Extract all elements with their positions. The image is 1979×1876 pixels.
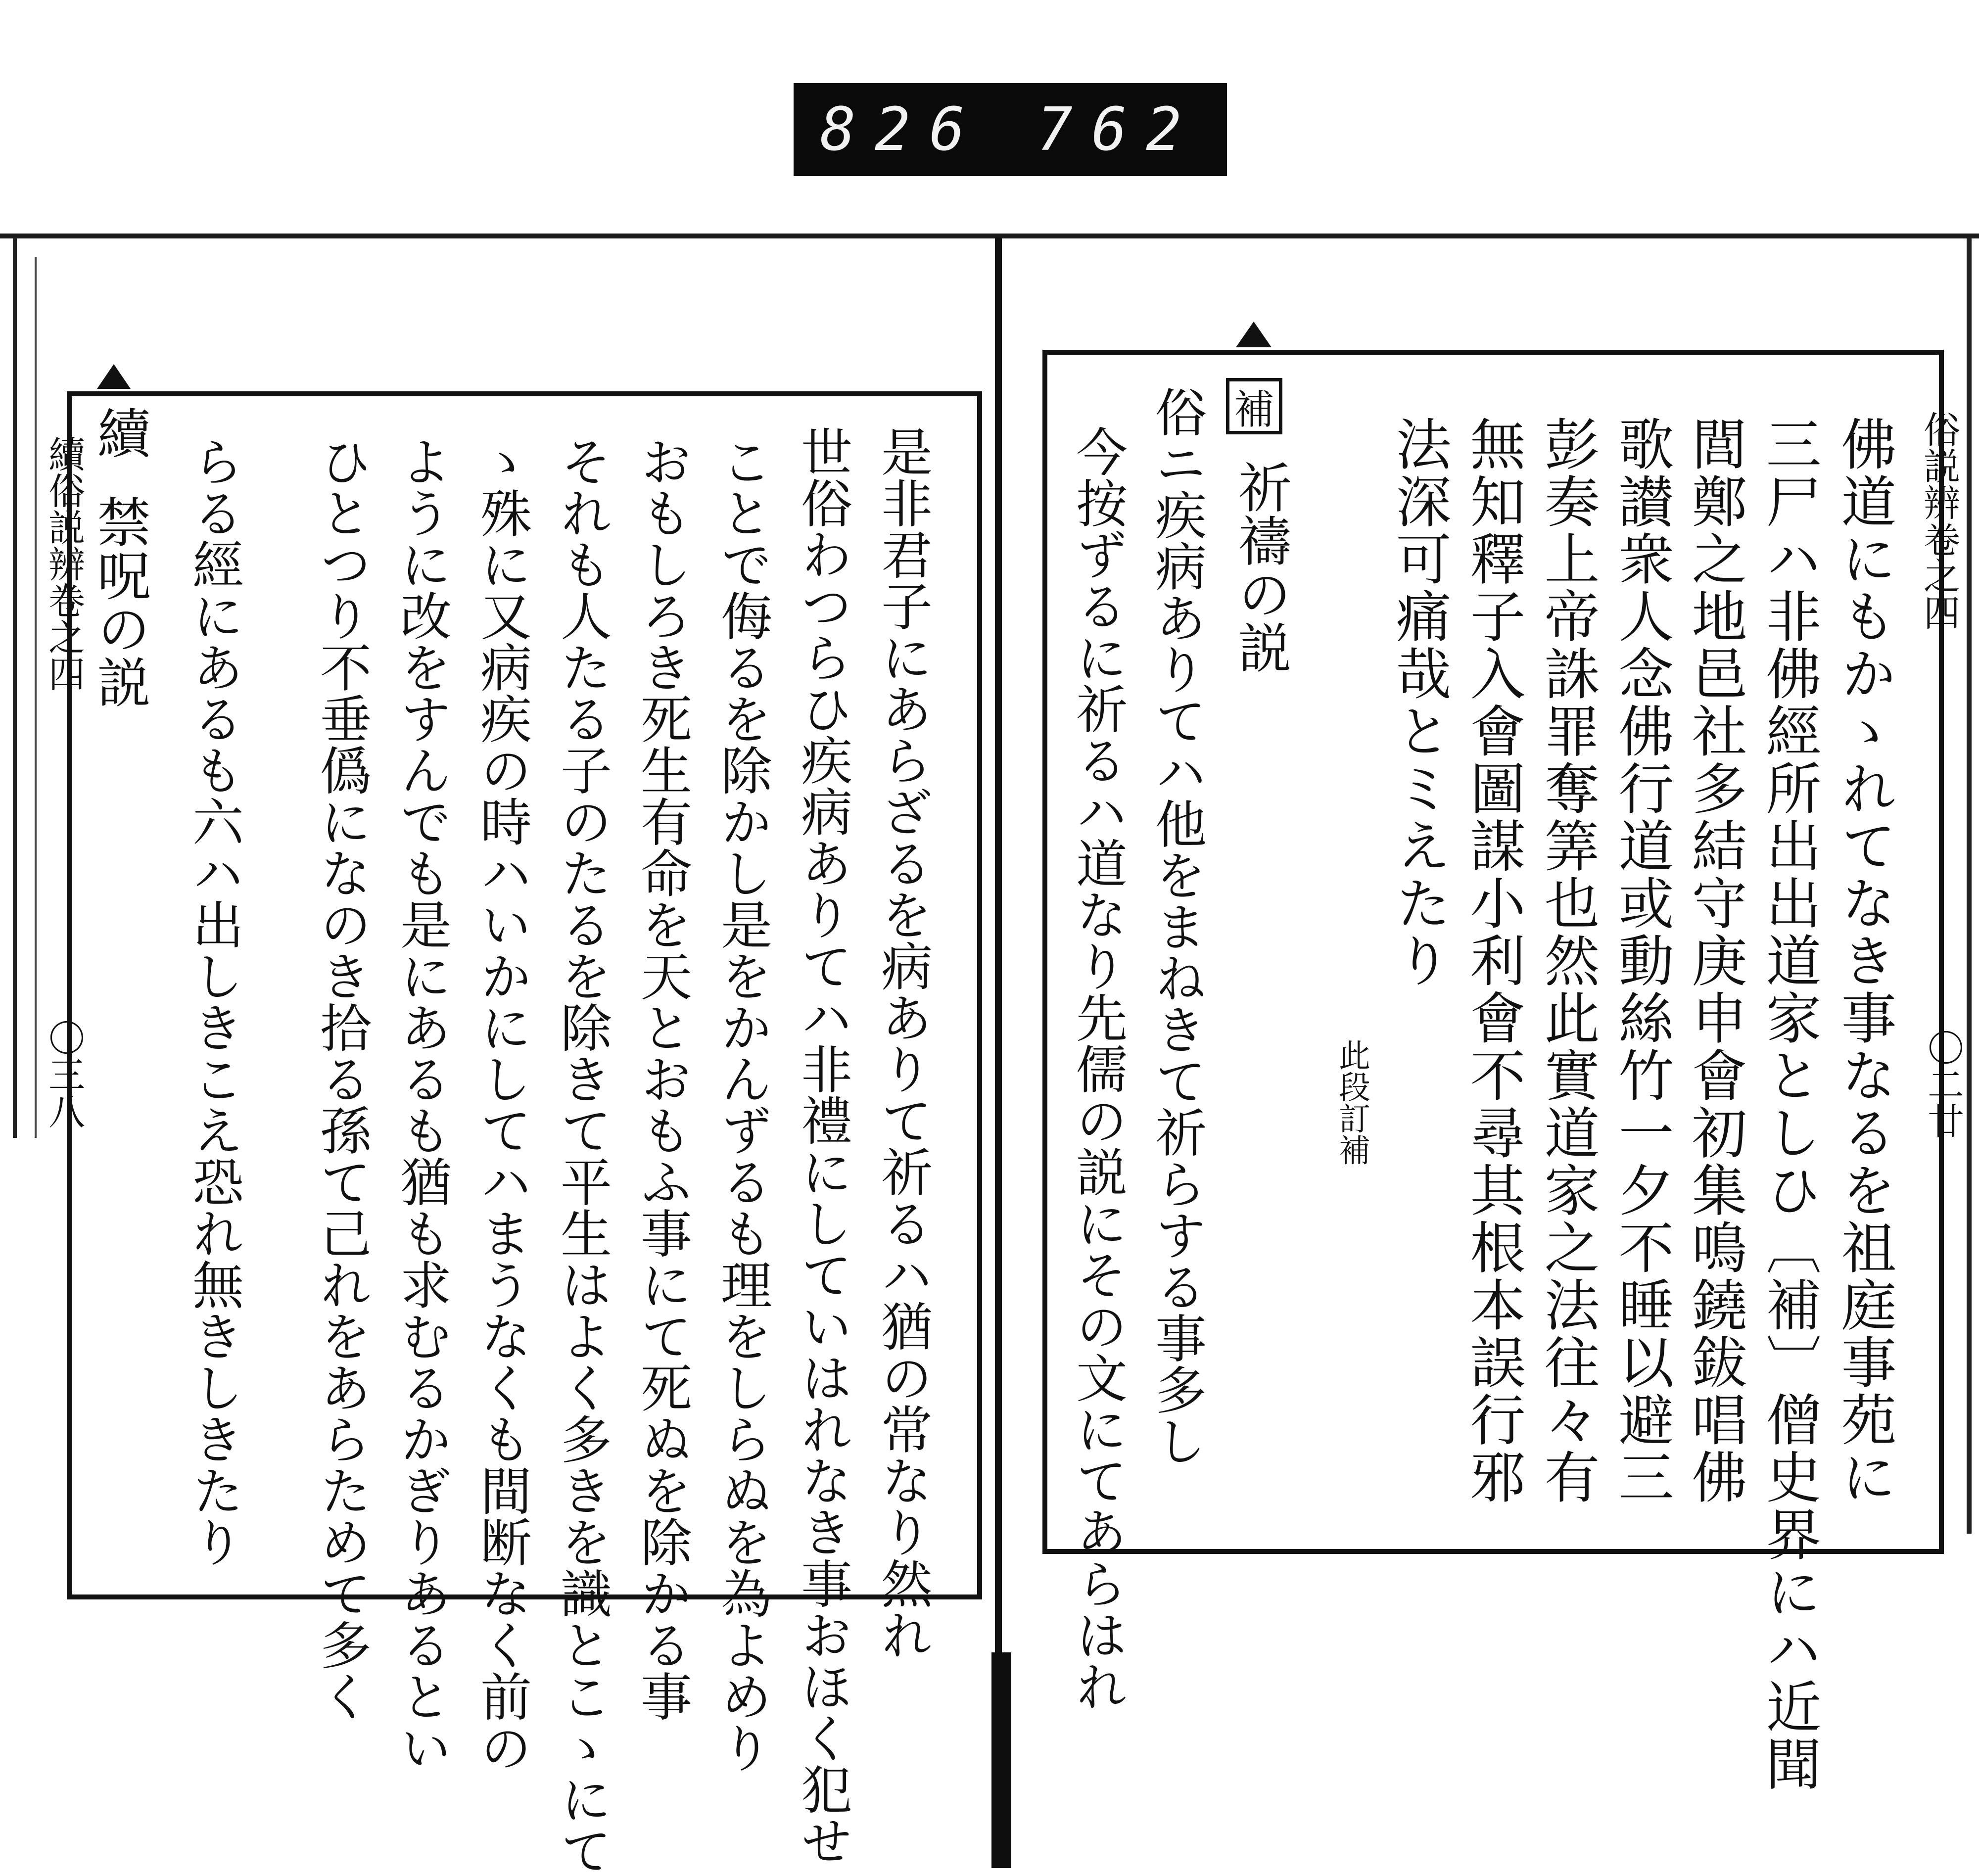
left-margin-page-mark: 〇三八 [43,1019,85,1129]
right-column-3: 閭鄭之地邑社多結守庚申會初集鳴鐃鈸唱佛 [1683,416,1747,1506]
right-column-1: 佛道にもかゝれてなき事なるを祖庭事苑に [1832,416,1896,1506]
right-column-4: 歌讃衆人念佛行道或動絲竹一夕不睡以避三 [1609,416,1674,1506]
left-section-title: 禁呪の説 [88,495,150,708]
right-section-mark: 補 [1226,378,1282,434]
right-margin-title: 俗説辨卷之四 [1918,411,1960,630]
left-margin-title: 續俗説辨卷之四 [43,435,85,692]
left-column-5: それも人たる子のたるを除きて平生はよく多きを識とこゝにて [552,435,612,1876]
left-column-3: ことで侮るを除かし是をかんずるも理をしらぬを為よめり [712,435,772,1773]
right-body-column-2: 今按ずるに祈るハ道なり先儒の説にその文にてあらはれ [1067,425,1128,1712]
left-fold-marker [97,364,131,389]
right-column-7: 法深可痛哉とミえたり [1387,416,1451,989]
left-column-1: 是非君子にあらざるを病ありて祈るハ猶の常なり然れ [872,425,933,1660]
right-annotation: 此段訂補 [1333,1039,1370,1166]
right-body-column-1: 俗ニ疾病ありてハ他をまねきて祈らする事多し [1146,386,1207,1466]
left-column-4: おもしろき死生有命を天とおもふ事にて死ぬを除かる事 [632,435,692,1722]
left-section-mark: 續 [88,406,150,459]
left-body-column-1: らる經にあるも六ハ出しきこえ恐れ無きしきたり [184,435,244,1567]
accession-label [794,83,1227,176]
right-fold-marker [1236,322,1272,347]
left-column-7: ように改をすんでも是にあるも猶も求むるかぎりあるとい [391,435,452,1773]
book-top-edge [0,234,1979,238]
right-section-title: 祈禱の説 [1229,460,1291,674]
right-column-5: 彭奏上帝誅罪奪筭也然此實道家之法往々有 [1535,416,1600,1506]
left-column-2: 世俗わつらひ疾病ありてハ非禮にしていはれなき事おほく犯せ [792,425,852,1866]
left-column-6: ゝ殊に又病疾の時ハいかにしてハまうなくも間断なく前の [471,435,532,1773]
accession-number-left: 826 [820,95,984,164]
right-margin-page-mark: 〇二廿 [1922,1029,1964,1139]
center-binding-strip [991,1652,1011,1868]
left-column-8: ひとつり不垂僞になのき拾る孫て己れをあらためて多く [311,435,372,1722]
right-column-6: 無知釋子入會圖謀小利會不尋其根本誤行邪 [1461,416,1525,1506]
accession-number-right: 762 [1037,95,1201,164]
right-column-2: 三尸ハ非佛經所出出道家としひ〔補〕僧史界にハ近聞 [1757,416,1821,1793]
